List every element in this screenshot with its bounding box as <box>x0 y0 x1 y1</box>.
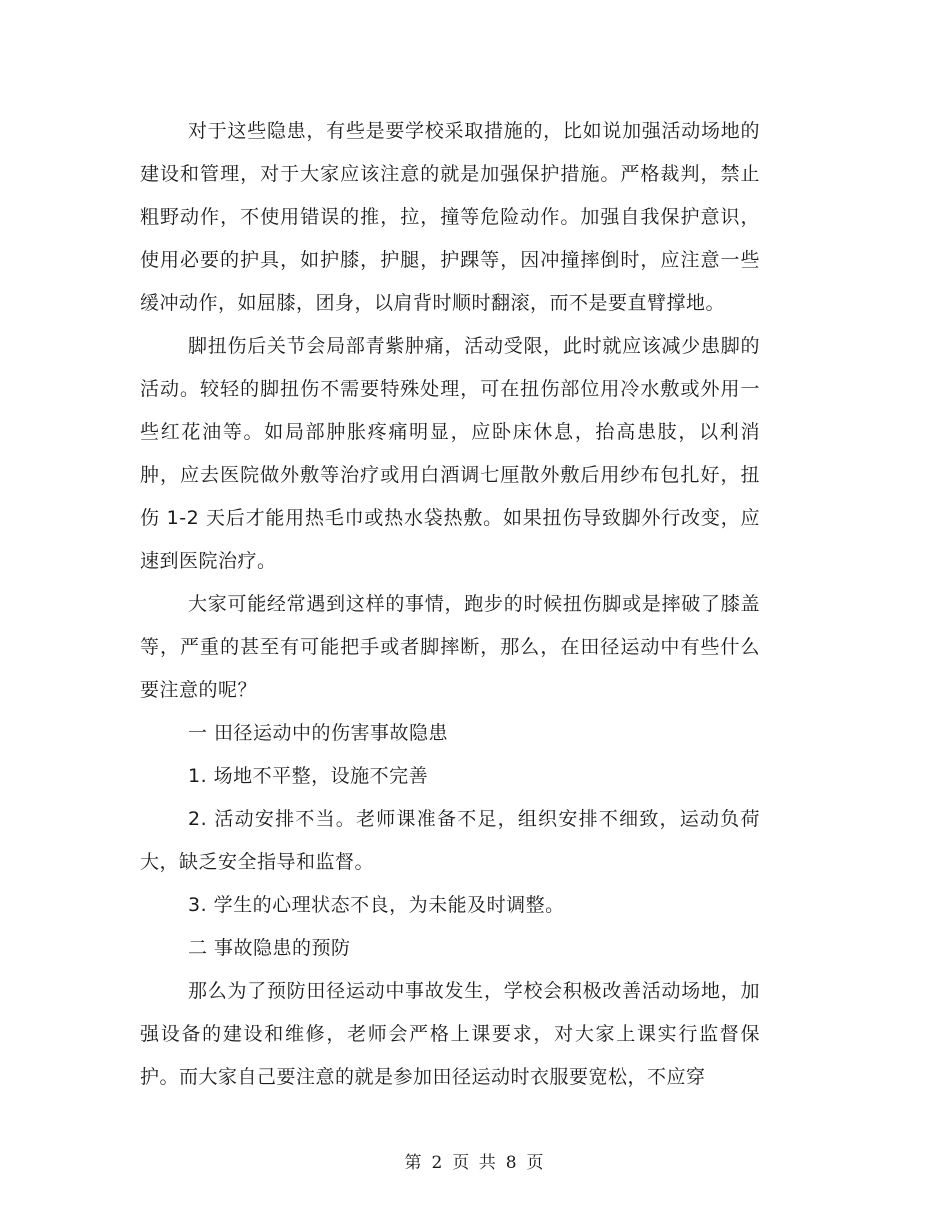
footer-suffix: 页 <box>526 1153 546 1173</box>
list-item-3: 3. 学生的心理状态不良，为未能及时调整。 <box>188 894 565 916</box>
list-item-2: 2. 活动安排不当。老师课准备不足，组织安排不细致，运动负荷大，缺乏安全指导和监督。 <box>140 808 760 873</box>
footer-current-page: 2 <box>431 1153 445 1173</box>
paragraph-track-field-intro: 大家可能经常遇到这样的事情，跑步的时候扭伤脚或是摔破了膝盖等，严重的甚至有可能把手或者脚摔断，那么，在田径运动中有些什么要注意的呢？ <box>140 593 760 701</box>
document-body <box>140 110 760 1099</box>
section-heading-hazards: 一 田径运动中的伤害事故隐患 <box>188 722 449 744</box>
footer-prefix: 第 <box>404 1153 424 1173</box>
list-item-1: 1. 场地不平整，设施不完善 <box>188 765 429 787</box>
page-number-footer <box>0 1148 950 1173</box>
paragraph-prevention: 那么为了预防田径运动中事故发生，学校会积极改善活动场地，加强设备的建设和维修，老师会严格上课要求，对大家上课实行监督保护。而大家自己要注意的就是参加田径运动时衣服要宽松，不应穿 <box>140 980 760 1088</box>
paragraph-ankle-sprain: 脚扭伤后关节会局部青紫肿痛，活动受限，此时就应该减少患脚的活动。较轻的脚扭伤不需要特殊处理，可在扭伤部位用冷水敷或外用一些红花油等。如局部肿胀疼痛明显，应卧床休息，抬高患肢，以利消肿，应去医院做外敷等治疗或用白酒调七厘散外敷后用纱布包扎好，扭伤 1-2 天后才能用热毛巾或热水袋热敷。如果扭伤导致脚外行改变，应速到医院治疗。 <box>140 335 760 572</box>
section-heading-prevention: 二 事故隐患的预防 <box>188 937 351 959</box>
paragraph-protection-measures: 对于这些隐患，有些是要学校采取措施的，比如说加强活动场地的建设和管理，对于大家应该注意的就是加强保护措施。严格裁判，禁止粗野动作，不使用错误的推，拉，撞等危险动作。加强自我保护意识，使用必要的护具，如护膝，护腿，护踝等，因冲撞摔倒时，应注意一些缓冲动作，如屈膝，团身，以肩背时顺时翻滚，而不是要直臂撑地。 <box>140 120 760 314</box>
footer-middle: 页 共 <box>452 1153 498 1173</box>
footer-total-pages: 8 <box>505 1153 519 1173</box>
